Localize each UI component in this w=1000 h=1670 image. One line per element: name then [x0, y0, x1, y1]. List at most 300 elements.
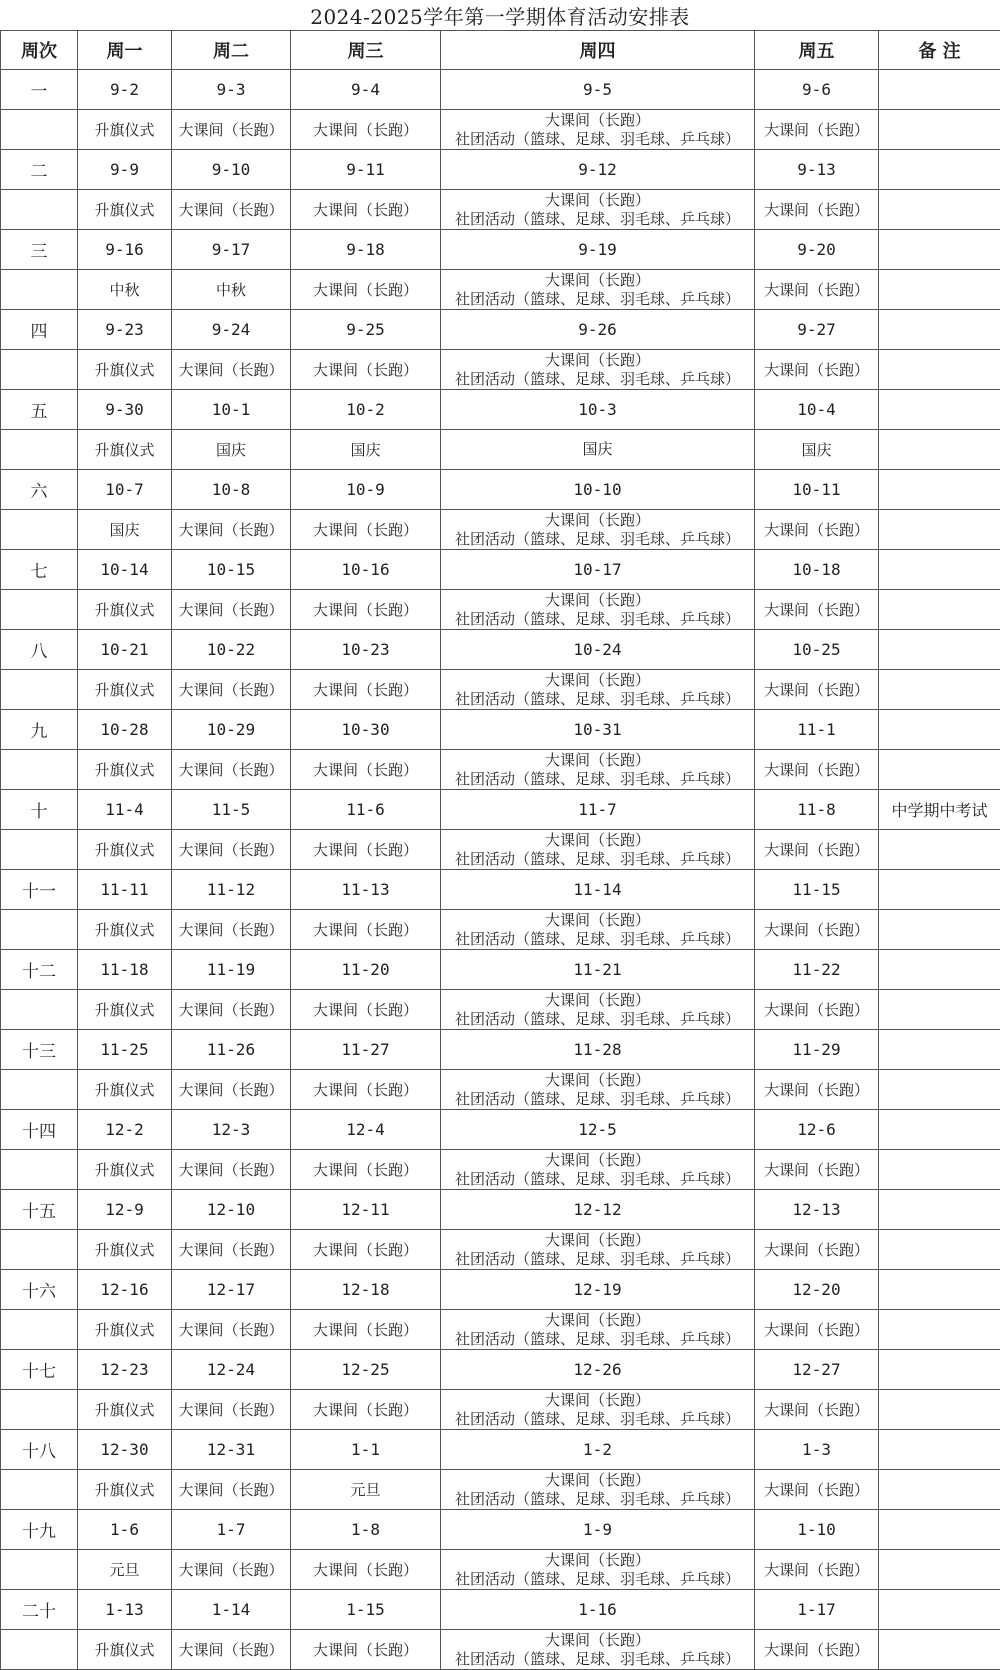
date-cell-tuesday: 12-31 — [172, 1430, 291, 1470]
date-cell-wednesday: 11-13 — [291, 870, 441, 910]
date-cell-thursday: 9-5 — [441, 70, 755, 110]
date-cell-thursday: 1-2 — [441, 1430, 755, 1470]
week-activity-row — [1, 1150, 1000, 1190]
date-cell-friday: 1-10 — [755, 1510, 879, 1550]
activity-cell-monday: 升旗仪式 — [78, 670, 172, 710]
date-cell-tuesday: 12-10 — [172, 1190, 291, 1230]
week-date-row — [1, 230, 1000, 270]
activity-cell-wednesday: 大课间（长跑） — [291, 990, 441, 1030]
header-tuesday: 周二 — [172, 31, 291, 70]
activity-note-blank-cell — [879, 830, 1000, 870]
date-cell-friday: 12-27 — [755, 1350, 879, 1390]
week-date-row — [1, 1110, 1000, 1150]
note-cell — [879, 390, 1000, 430]
activity-note-blank-cell — [879, 590, 1000, 630]
activity-week-blank-cell — [1, 350, 78, 390]
date-cell-thursday: 10-31 — [441, 710, 755, 750]
date-cell-monday: 11-4 — [78, 790, 172, 830]
activity-cell-wednesday: 大课间（长跑） — [291, 1070, 441, 1110]
activity-cell-thursday — [441, 1150, 755, 1190]
activity-cell-monday: 升旗仪式 — [78, 590, 172, 630]
note-cell — [879, 1350, 1000, 1390]
note-cell — [879, 1590, 1000, 1630]
activity-note-blank-cell — [879, 750, 1000, 790]
activity-cell-tuesday: 大课间（长跑） — [172, 1310, 291, 1350]
note-cell — [879, 150, 1000, 190]
note-cell — [879, 1190, 1000, 1230]
activity-week-blank-cell — [1, 1470, 78, 1510]
date-cell-tuesday: 10-1 — [172, 390, 291, 430]
activity-line: 大课间（长跑） — [441, 671, 754, 690]
activity-cell-wednesday: 大课间（长跑） — [291, 670, 441, 710]
activity-cell-thursday — [441, 1070, 755, 1110]
date-cell-monday: 11-11 — [78, 870, 172, 910]
activity-cell-wednesday: 大课间（长跑） — [291, 1230, 441, 1270]
note-cell — [879, 1110, 1000, 1150]
activity-note-blank-cell — [879, 430, 1000, 470]
note-cell — [879, 1030, 1000, 1070]
activity-cell-thursday — [441, 430, 755, 470]
activity-week-blank-cell — [1, 1630, 78, 1670]
week-date-row — [1, 1350, 1000, 1390]
date-cell-monday: 9-9 — [78, 150, 172, 190]
date-cell-friday: 9-6 — [755, 70, 879, 110]
date-cell-wednesday: 9-18 — [291, 230, 441, 270]
activity-line: 大课间（长跑） — [441, 991, 754, 1010]
week-activity-row — [1, 1390, 1000, 1430]
date-cell-wednesday: 1-15 — [291, 1590, 441, 1630]
activity-cell-tuesday: 大课间（长跑） — [172, 910, 291, 950]
activity-note-blank-cell — [879, 1070, 1000, 1110]
activity-cell-friday: 大课间（长跑） — [755, 1070, 879, 1110]
activity-line: 大课间（长跑） — [441, 1231, 754, 1250]
activity-cell-tuesday: 大课间（长跑） — [172, 830, 291, 870]
week-number-cell: 十九 — [1, 1510, 78, 1550]
activity-cell-wednesday: 大课间（长跑） — [291, 1630, 441, 1670]
date-cell-thursday: 1-16 — [441, 1590, 755, 1630]
activity-note-blank-cell — [879, 1390, 1000, 1430]
date-cell-thursday: 12-26 — [441, 1350, 755, 1390]
date-cell-monday: 10-28 — [78, 710, 172, 750]
activity-line: 大课间（长跑） — [441, 271, 754, 290]
activity-cell-friday: 大课间（长跑） — [755, 1230, 879, 1270]
activity-line: 社团活动（篮球、足球、羽毛球、乒乓球） — [441, 130, 754, 149]
week-activity-row — [1, 990, 1000, 1030]
activity-cell-monday: 升旗仪式 — [78, 1310, 172, 1350]
activity-cell-monday: 升旗仪式 — [78, 430, 172, 470]
date-cell-tuesday: 1-7 — [172, 1510, 291, 1550]
activity-cell-tuesday: 大课间（长跑） — [172, 510, 291, 550]
activity-week-blank-cell — [1, 270, 78, 310]
week-number-cell: 九 — [1, 710, 78, 750]
activity-line: 大课间（长跑） — [441, 751, 754, 770]
date-cell-tuesday: 9-10 — [172, 150, 291, 190]
date-cell-thursday: 1-9 — [441, 1510, 755, 1550]
date-cell-wednesday: 1-1 — [291, 1430, 441, 1470]
activity-week-blank-cell — [1, 1230, 78, 1270]
activity-cell-wednesday: 大课间（长跑） — [291, 590, 441, 630]
week-date-row — [1, 630, 1000, 670]
header-notes: 备 注 — [879, 31, 1000, 70]
date-cell-friday: 11-15 — [755, 870, 879, 910]
week-activity-row — [1, 510, 1000, 550]
activity-cell-friday: 大课间（长跑） — [755, 1630, 879, 1670]
activity-line: 大课间（长跑） — [441, 1311, 754, 1330]
date-cell-monday: 9-16 — [78, 230, 172, 270]
activity-line: 大课间（长跑） — [441, 1071, 754, 1090]
activity-line: 社团活动（篮球、足球、羽毛球、乒乓球） — [441, 610, 754, 629]
date-cell-friday: 10-18 — [755, 550, 879, 590]
activity-cell-monday: 升旗仪式 — [78, 1070, 172, 1110]
date-cell-wednesday: 10-9 — [291, 470, 441, 510]
week-activity-row — [1, 670, 1000, 710]
date-cell-tuesday: 12-24 — [172, 1350, 291, 1390]
activity-cell-thursday — [441, 270, 755, 310]
date-cell-tuesday: 10-15 — [172, 550, 291, 590]
activity-line: 社团活动（篮球、足球、羽毛球、乒乓球） — [441, 930, 754, 949]
date-cell-friday: 10-11 — [755, 470, 879, 510]
activity-week-blank-cell — [1, 670, 78, 710]
activity-line: 大课间（长跑） — [441, 111, 754, 130]
activity-line: 社团活动（篮球、足球、羽毛球、乒乓球） — [441, 850, 754, 869]
date-cell-friday: 10-4 — [755, 390, 879, 430]
activity-note-blank-cell — [879, 1310, 1000, 1350]
date-cell-monday: 12-23 — [78, 1350, 172, 1390]
activity-cell-friday: 大课间（长跑） — [755, 750, 879, 790]
note-cell — [879, 710, 1000, 750]
activity-note-blank-cell — [879, 1550, 1000, 1590]
week-date-row — [1, 150, 1000, 190]
activity-cell-friday: 大课间（长跑） — [755, 110, 879, 150]
activity-note-blank-cell — [879, 670, 1000, 710]
week-number-cell: 十五 — [1, 1190, 78, 1230]
header-row — [1, 31, 1000, 70]
date-cell-monday: 12-9 — [78, 1190, 172, 1230]
week-number-cell: 一 — [1, 70, 78, 110]
activity-cell-wednesday: 大课间（长跑） — [291, 190, 441, 230]
date-cell-monday: 10-7 — [78, 470, 172, 510]
week-activity-row — [1, 110, 1000, 150]
activity-cell-tuesday: 大课间（长跑） — [172, 590, 291, 630]
activity-cell-thursday — [441, 1470, 755, 1510]
activity-cell-tuesday: 大课间（长跑） — [172, 750, 291, 790]
date-cell-friday: 11-1 — [755, 710, 879, 750]
activity-line: 大课间（长跑） — [441, 351, 754, 370]
date-cell-monday: 11-18 — [78, 950, 172, 990]
activity-cell-wednesday: 大课间（长跑） — [291, 830, 441, 870]
date-cell-thursday: 10-24 — [441, 630, 755, 670]
note-cell — [879, 1430, 1000, 1470]
week-date-row — [1, 710, 1000, 750]
activity-line: 社团活动（篮球、足球、羽毛球、乒乓球） — [441, 1410, 754, 1429]
activity-cell-friday: 国庆 — [755, 430, 879, 470]
date-cell-wednesday: 10-16 — [291, 550, 441, 590]
week-activity-row — [1, 1470, 1000, 1510]
activity-cell-thursday — [441, 1550, 755, 1590]
date-cell-tuesday: 10-8 — [172, 470, 291, 510]
date-cell-friday: 12-13 — [755, 1190, 879, 1230]
header-friday: 周五 — [755, 31, 879, 70]
activity-week-blank-cell — [1, 590, 78, 630]
activity-week-blank-cell — [1, 1550, 78, 1590]
activity-cell-wednesday: 大课间（长跑） — [291, 750, 441, 790]
week-number-cell: 十四 — [1, 1110, 78, 1150]
week-date-row — [1, 1430, 1000, 1470]
note-cell — [879, 1270, 1000, 1310]
activity-line: 社团活动（篮球、足球、羽毛球、乒乓球） — [441, 770, 754, 789]
page-title: 2024-2025学年第一学期体育活动安排表 — [0, 0, 1000, 30]
activity-note-blank-cell — [879, 910, 1000, 950]
date-cell-tuesday: 11-26 — [172, 1030, 291, 1070]
activity-cell-friday: 大课间（长跑） — [755, 670, 879, 710]
date-cell-monday: 9-23 — [78, 310, 172, 350]
activity-cell-wednesday: 元旦 — [291, 1470, 441, 1510]
activity-cell-tuesday: 大课间（长跑） — [172, 1150, 291, 1190]
activity-note-blank-cell — [879, 1230, 1000, 1270]
activity-line: 大课间（长跑） — [441, 831, 754, 850]
activity-cell-monday: 升旗仪式 — [78, 990, 172, 1030]
date-cell-tuesday: 1-14 — [172, 1590, 291, 1630]
activity-week-blank-cell — [1, 1070, 78, 1110]
date-cell-friday: 9-27 — [755, 310, 879, 350]
note-cell — [879, 950, 1000, 990]
week-date-row — [1, 390, 1000, 430]
note-cell: 中学期中考试 — [879, 790, 1000, 830]
week-activity-row — [1, 190, 1000, 230]
date-cell-wednesday: 12-18 — [291, 1270, 441, 1310]
activity-cell-thursday — [441, 990, 755, 1030]
activity-cell-wednesday: 大课间（长跑） — [291, 910, 441, 950]
date-cell-friday: 11-8 — [755, 790, 879, 830]
activity-line: 大课间（长跑） — [441, 1631, 754, 1650]
activity-line: 社团活动（篮球、足球、羽毛球、乒乓球） — [441, 370, 754, 389]
activity-cell-thursday — [441, 350, 755, 390]
date-cell-thursday: 10-10 — [441, 470, 755, 510]
activity-cell-wednesday: 大课间（长跑） — [291, 1310, 441, 1350]
date-cell-tuesday: 12-17 — [172, 1270, 291, 1310]
week-date-row — [1, 790, 1000, 830]
note-cell — [879, 230, 1000, 270]
activity-cell-wednesday: 大课间（长跑） — [291, 110, 441, 150]
date-cell-thursday: 9-19 — [441, 230, 755, 270]
activity-cell-tuesday: 大课间（长跑） — [172, 190, 291, 230]
activity-cell-friday: 大课间（长跑） — [755, 990, 879, 1030]
activity-cell-friday: 大课间（长跑） — [755, 910, 879, 950]
week-activity-row — [1, 750, 1000, 790]
date-cell-tuesday: 9-17 — [172, 230, 291, 270]
activity-cell-thursday — [441, 1230, 755, 1270]
week-activity-row — [1, 1630, 1000, 1670]
week-activity-row — [1, 270, 1000, 310]
week-date-row — [1, 470, 1000, 510]
date-cell-wednesday: 10-23 — [291, 630, 441, 670]
activity-week-blank-cell — [1, 910, 78, 950]
date-cell-tuesday: 11-5 — [172, 790, 291, 830]
date-cell-wednesday: 12-4 — [291, 1110, 441, 1150]
date-cell-monday: 1-13 — [78, 1590, 172, 1630]
week-number-cell: 十三 — [1, 1030, 78, 1070]
schedule-body — [1, 70, 1000, 1670]
activity-note-blank-cell — [879, 190, 1000, 230]
activity-week-blank-cell — [1, 750, 78, 790]
activity-note-blank-cell — [879, 1150, 1000, 1190]
activity-cell-friday: 大课间（长跑） — [755, 1390, 879, 1430]
week-activity-row — [1, 1230, 1000, 1270]
activity-note-blank-cell — [879, 990, 1000, 1030]
activity-cell-monday: 中秋 — [78, 270, 172, 310]
activity-line: 大课间（长跑） — [441, 511, 754, 530]
activity-cell-monday: 升旗仪式 — [78, 830, 172, 870]
activity-cell-friday: 大课间（长跑） — [755, 1550, 879, 1590]
activity-line: 社团活动（篮球、足球、羽毛球、乒乓球） — [441, 210, 754, 229]
week-number-cell: 八 — [1, 630, 78, 670]
activity-cell-monday: 升旗仪式 — [78, 350, 172, 390]
activity-week-blank-cell — [1, 1310, 78, 1350]
activity-line: 社团活动（篮球、足球、羽毛球、乒乓球） — [441, 290, 754, 309]
date-cell-thursday: 11-7 — [441, 790, 755, 830]
activity-line: 社团活动（篮球、足球、羽毛球、乒乓球） — [441, 1570, 754, 1589]
week-number-cell: 十八 — [1, 1430, 78, 1470]
activity-note-blank-cell — [879, 1630, 1000, 1670]
date-cell-monday: 10-14 — [78, 550, 172, 590]
date-cell-thursday: 10-3 — [441, 390, 755, 430]
activity-cell-tuesday: 大课间（长跑） — [172, 1550, 291, 1590]
date-cell-tuesday: 11-12 — [172, 870, 291, 910]
activity-cell-thursday — [441, 750, 755, 790]
week-number-cell: 五 — [1, 390, 78, 430]
activity-note-blank-cell — [879, 270, 1000, 310]
activity-week-blank-cell — [1, 1390, 78, 1430]
date-cell-monday: 12-16 — [78, 1270, 172, 1310]
date-cell-thursday: 12-5 — [441, 1110, 755, 1150]
note-cell — [879, 1510, 1000, 1550]
activity-cell-tuesday: 大课间（长跑） — [172, 1630, 291, 1670]
week-number-cell: 十一 — [1, 870, 78, 910]
activity-cell-thursday — [441, 590, 755, 630]
week-date-row — [1, 310, 1000, 350]
week-number-cell: 十 — [1, 790, 78, 830]
date-cell-monday: 9-30 — [78, 390, 172, 430]
date-cell-wednesday: 9-11 — [291, 150, 441, 190]
activity-cell-thursday — [441, 510, 755, 550]
activity-week-blank-cell — [1, 430, 78, 470]
activity-line: 国庆 — [441, 440, 754, 459]
date-cell-monday: 10-21 — [78, 630, 172, 670]
date-cell-wednesday: 11-27 — [291, 1030, 441, 1070]
activity-cell-tuesday: 国庆 — [172, 430, 291, 470]
activity-line: 社团活动（篮球、足球、羽毛球、乒乓球） — [441, 1010, 754, 1029]
activity-cell-monday: 升旗仪式 — [78, 1470, 172, 1510]
week-activity-row — [1, 430, 1000, 470]
activity-note-blank-cell — [879, 110, 1000, 150]
activity-cell-wednesday: 大课间（长跑） — [291, 1390, 441, 1430]
activity-cell-thursday — [441, 1630, 755, 1670]
activity-cell-wednesday: 大课间（长跑） — [291, 1550, 441, 1590]
note-cell — [879, 550, 1000, 590]
activity-week-blank-cell — [1, 1150, 78, 1190]
activity-cell-monday: 升旗仪式 — [78, 1630, 172, 1670]
activity-cell-monday: 升旗仪式 — [78, 1230, 172, 1270]
activity-cell-friday: 大课间（长跑） — [755, 270, 879, 310]
week-number-cell: 六 — [1, 470, 78, 510]
date-cell-wednesday: 10-2 — [291, 390, 441, 430]
date-cell-thursday: 12-19 — [441, 1270, 755, 1310]
week-activity-row — [1, 590, 1000, 630]
date-cell-thursday: 11-14 — [441, 870, 755, 910]
activity-line: 社团活动（篮球、足球、羽毛球、乒乓球） — [441, 1170, 754, 1189]
activity-line: 社团活动（篮球、足球、羽毛球、乒乓球） — [441, 1090, 754, 1109]
date-cell-friday: 12-20 — [755, 1270, 879, 1310]
activity-line: 大课间（长跑） — [441, 1151, 754, 1170]
date-cell-wednesday: 12-11 — [291, 1190, 441, 1230]
header-week: 周次 — [1, 31, 78, 70]
activity-line: 大课间（长跑） — [441, 191, 754, 210]
activity-cell-wednesday: 大课间（长跑） — [291, 510, 441, 550]
schedule-table — [0, 30, 1000, 1670]
week-date-row — [1, 1510, 1000, 1550]
activity-note-blank-cell — [879, 1470, 1000, 1510]
activity-cell-friday: 大课间（长跑） — [755, 350, 879, 390]
date-cell-thursday: 11-21 — [441, 950, 755, 990]
date-cell-monday: 12-30 — [78, 1430, 172, 1470]
date-cell-friday: 9-20 — [755, 230, 879, 270]
activity-week-blank-cell — [1, 110, 78, 150]
activity-cell-wednesday: 国庆 — [291, 430, 441, 470]
date-cell-monday: 11-25 — [78, 1030, 172, 1070]
header-wednesday: 周三 — [291, 31, 441, 70]
week-date-row — [1, 70, 1000, 110]
activity-cell-monday: 升旗仪式 — [78, 110, 172, 150]
activity-line: 大课间（长跑） — [441, 1391, 754, 1410]
date-cell-friday: 1-17 — [755, 1590, 879, 1630]
week-number-cell: 二十 — [1, 1590, 78, 1630]
activity-line: 社团活动（篮球、足球、羽毛球、乒乓球） — [441, 1650, 754, 1669]
date-cell-thursday: 11-28 — [441, 1030, 755, 1070]
activity-line: 大课间（长跑） — [441, 591, 754, 610]
activity-cell-friday: 大课间（长跑） — [755, 1310, 879, 1350]
date-cell-tuesday: 10-22 — [172, 630, 291, 670]
week-date-row — [1, 1590, 1000, 1630]
activity-cell-monday: 国庆 — [78, 510, 172, 550]
activity-cell-tuesday: 大课间（长跑） — [172, 1470, 291, 1510]
activity-cell-tuesday: 大课间（长跑） — [172, 1230, 291, 1270]
activity-cell-friday: 大课间（长跑） — [755, 510, 879, 550]
activity-line: 社团活动（篮球、足球、羽毛球、乒乓球） — [441, 1330, 754, 1349]
date-cell-wednesday: 12-25 — [291, 1350, 441, 1390]
note-cell — [879, 870, 1000, 910]
activity-cell-tuesday: 大课间（长跑） — [172, 990, 291, 1030]
activity-note-blank-cell — [879, 350, 1000, 390]
week-activity-row — [1, 830, 1000, 870]
date-cell-tuesday: 9-3 — [172, 70, 291, 110]
date-cell-friday: 10-25 — [755, 630, 879, 670]
activity-line: 社团活动（篮球、足球、羽毛球、乒乓球） — [441, 1490, 754, 1509]
activity-cell-wednesday: 大课间（长跑） — [291, 1150, 441, 1190]
date-cell-wednesday: 11-20 — [291, 950, 441, 990]
activity-line: 社团活动（篮球、足球、羽毛球、乒乓球） — [441, 690, 754, 709]
week-date-row — [1, 950, 1000, 990]
activity-cell-wednesday: 大课间（长跑） — [291, 350, 441, 390]
activity-cell-tuesday: 中秋 — [172, 270, 291, 310]
activity-cell-thursday — [441, 830, 755, 870]
date-cell-wednesday: 11-6 — [291, 790, 441, 830]
activity-cell-thursday — [441, 910, 755, 950]
week-number-cell: 二 — [1, 150, 78, 190]
activity-cell-monday: 升旗仪式 — [78, 190, 172, 230]
activity-line: 大课间（长跑） — [441, 1551, 754, 1570]
date-cell-wednesday: 9-25 — [291, 310, 441, 350]
activity-cell-monday: 升旗仪式 — [78, 1390, 172, 1430]
